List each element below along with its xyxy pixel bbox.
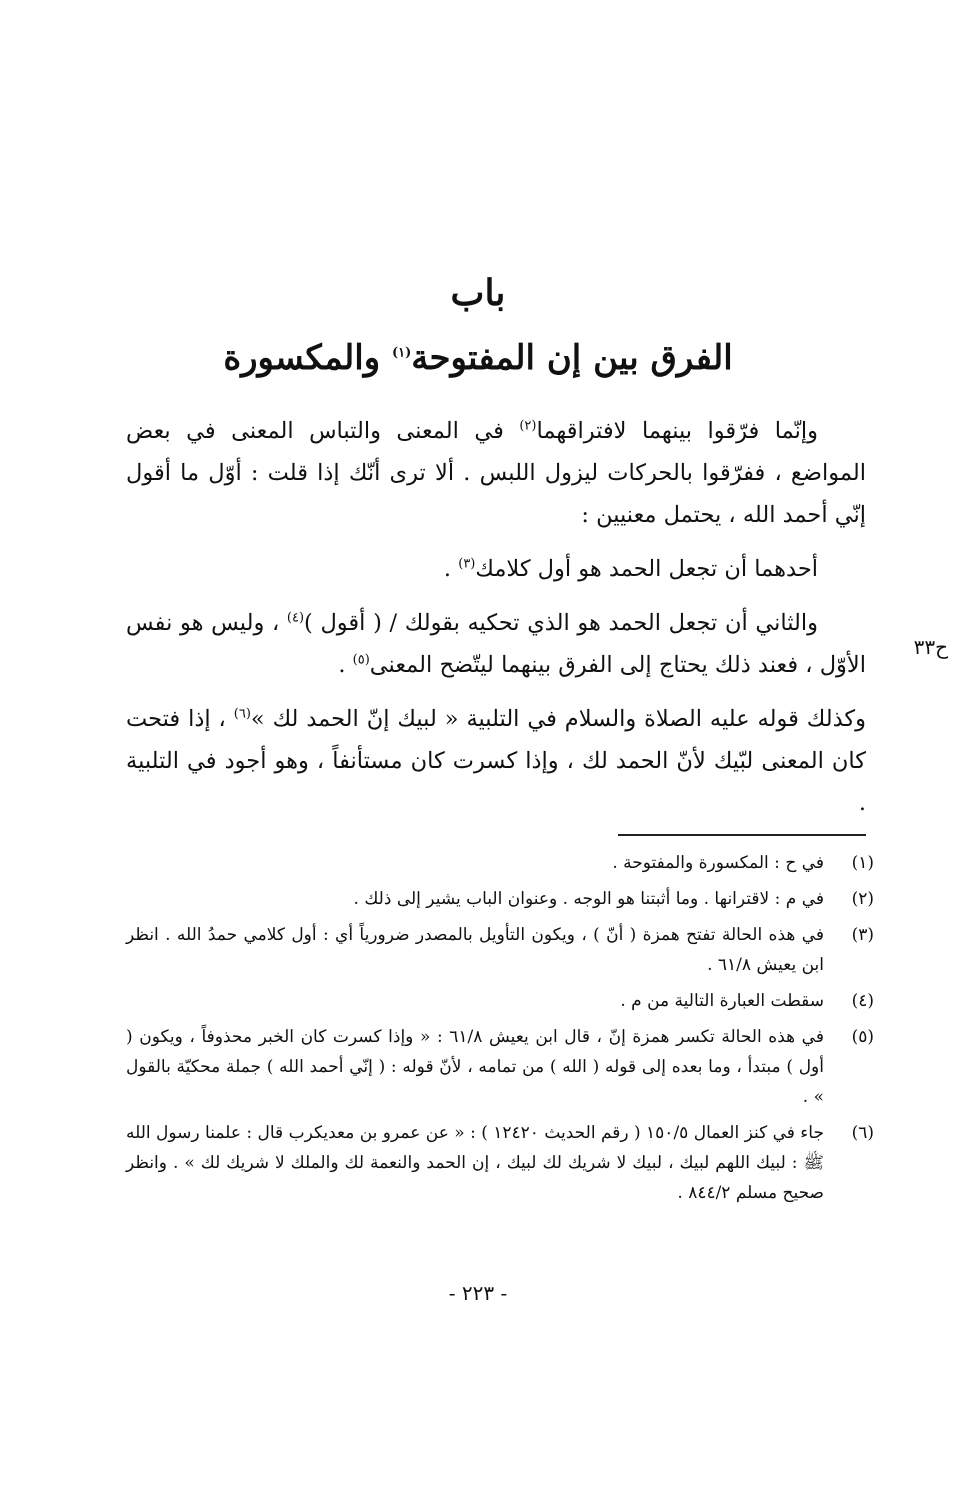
- paragraph-text: .: [443, 556, 459, 582]
- footnote-item: [126, 920, 874, 980]
- footnotes: [126, 848, 874, 1214]
- paragraph-4: [126, 698, 866, 824]
- footnote-number: (٣): [851, 925, 874, 945]
- paragraph-1: [126, 410, 866, 536]
- footnote-item: [126, 884, 874, 914]
- footnote-text: في هذه الحالة تكسر همزة إنّ ، قال ابن يعيش ٦١/٨ : « وإذا كسرت كان الخبر محذوفاً ، ويكون ( أول ) مبتدأ ، وما بعده إلى قوله ( الله ) من تمامه ، لأنّ قوله : ( إنّي أحمد الله ) جملة محكيّة بالقول » .: [126, 1027, 824, 1107]
- paragraph-2: [126, 548, 866, 590]
- footnote-number: (١): [851, 853, 874, 873]
- paragraph-text: وإنّما فرّقوا بينهما لافتراقهما: [536, 418, 819, 444]
- body-text: [126, 410, 866, 824]
- footnote-item: [126, 986, 874, 1016]
- section-title: [0, 330, 956, 386]
- paragraph-text: .: [338, 652, 353, 678]
- footnote-ref: (٣): [458, 556, 476, 572]
- paragraph-text: أحدهما أن تجعل الحمد هو أول كلامك: [475, 556, 818, 582]
- footnote-text: جاء في كنز العمال ١٥٠/٥ ( رقم الحديث ١٢٤٢٠ ) : « عن عمرو بن معديكرب قال : علمنا رسول الله ﷺ : لبيك اللهم لبيك ، لبيك لا شريك لك لبيك ، إن الحمد والنعمة لك والملك لا شريك لك » . وانظر صحيح مسلم ٨٤٤/٢ .: [126, 1123, 824, 1203]
- paragraph-text: ، إذا فتحت كان المعنى لبّيك لأنّ الحمد لك ، وإذا كسرت كان مستأنفاً ، وهو أجود في التلبية .: [126, 706, 866, 816]
- title-text: الفرق بين إن المفتوحة: [411, 338, 733, 378]
- footnote-ref: (٤): [286, 610, 305, 626]
- manuscript-margin-note: ح٣٣: [913, 635, 948, 659]
- paragraph-text: وكذلك قوله عليه الصلاة والسلام في التلبية « لبيك إنّ الحمد لك »: [250, 706, 866, 732]
- footnote-ref: (٦): [233, 706, 251, 722]
- footnote-number: (٤): [851, 991, 874, 1011]
- footnote-item: [126, 1022, 874, 1112]
- footnote-number: (٦): [851, 1123, 874, 1143]
- footnote-item: [126, 848, 874, 878]
- footnote-text: في هذه الحالة تفتح همزة ( أنّ ) ، ويكون التأويل بالمصدر ضرورياً أي : أول كلامي حمدُ الله . انظر ابن يعيش ٦١/٨ .: [126, 925, 824, 975]
- footnote-text: سقطت العبارة التالية من م .: [620, 991, 824, 1011]
- paragraph-text: في المعنى والتباس المعنى في بعض المواضع ، ففرّقوا بالحركات ليزول اللبس . ألا ترى أنّك إذا قلت : أوّل ما أقول إنّي أحمد الله ، يحتمل معنيين :: [126, 418, 866, 528]
- paragraph-3: [126, 602, 866, 686]
- title-text: والمكسورة: [223, 338, 392, 378]
- footnote-number: (٢): [851, 889, 874, 909]
- footnote-divider: [618, 834, 866, 836]
- footnote-ref: (٢): [519, 418, 537, 434]
- paragraph-text: ، وليس هو نفس الأوّل ، فعند ذلك يحتاج إلى الفرق بينهما ليتّضح المعنى: [126, 610, 866, 678]
- footnote-number: (٥): [851, 1027, 874, 1047]
- footnote-ref: (٥): [352, 652, 370, 668]
- chapter-heading: باب: [450, 272, 506, 314]
- footnote-text: في ح : المكسورة والمفتوحة .: [612, 853, 824, 873]
- paragraph-text: والثاني أن تجعل الحمد هو الذي تحكيه بقولك / ( أقول ): [304, 610, 818, 636]
- footnote-text: في م : لاقترانها . وما أثبتنا هو الوجه . وعنوان الباب يشير إلى ذلك .: [353, 889, 824, 909]
- footnote-item: [126, 1118, 874, 1208]
- page-number: - ٢٢٣ -: [448, 1281, 508, 1305]
- footnote-ref: (١): [391, 345, 412, 361]
